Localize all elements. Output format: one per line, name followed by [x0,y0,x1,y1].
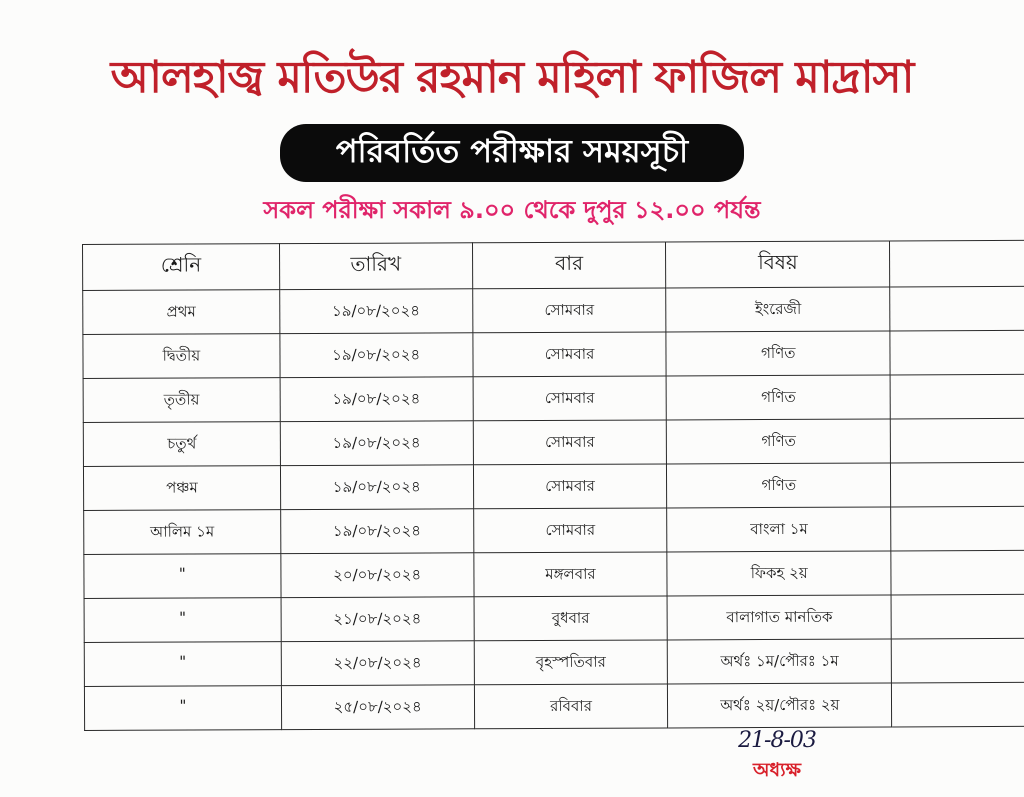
cell-date: ২১/০৮/২০২৪ [281,597,474,642]
cell-blank [892,682,1024,727]
table-row [83,374,1024,422]
table-row [83,286,1024,334]
cell-day: রবিবার [474,684,668,729]
column-header-day: বার [472,242,666,289]
table-header-row [83,240,1024,290]
cell-subject: অর্থঃ ২য়/পৌরঃ ২য় [668,683,892,728]
cell-day: সোমবার [473,464,667,509]
table-row [84,550,1024,598]
cell-class: তৃতীয় [83,378,280,423]
cell-subject: বালাগাত মানতিক [667,595,891,640]
cell-class: " [84,686,281,731]
cell-subject: ফিকহ ২য় [667,551,891,596]
cell-subject: অর্থঃ ১ম/পৌরঃ ১ম [668,639,892,684]
cell-class: চতুর্থ [83,422,280,467]
cell-class: প্রথম [83,290,280,335]
table-row [84,682,1024,730]
cell-day: সোমবার [472,288,666,333]
cell-date: ১৯/০৮/২০২৪ [280,333,473,378]
principal-signature: 21-8-03 [738,728,816,753]
cell-date: ১৯/০৮/২০২৪ [279,289,472,334]
cell-blank [891,550,1024,595]
cell-subject: গণিত [667,375,891,420]
cell-date: ১৯/০৮/২০২৪ [280,509,473,554]
table-row [84,594,1024,642]
column-header-class: শ্রেনি [83,244,280,291]
cell-class: " [84,554,281,599]
cell-subject: গণিত [666,331,890,376]
cell-blank [890,374,1024,419]
cell-subject: ইংরেজী [666,287,890,332]
cell-blank [891,638,1024,683]
cell-date: ২২/০৮/২০২৪ [281,641,474,686]
cell-blank [890,418,1024,463]
cell-class: দ্বিতীয় [83,334,280,379]
table-row [84,506,1024,554]
cell-class: আলিম ১ম [84,510,281,555]
cell-date: ১৯/০৮/২০২৪ [280,421,473,466]
column-header-date: তারিখ [279,243,472,290]
cell-day: বৃহস্পতিবার [474,640,668,685]
cell-subject: গণিত [667,463,891,508]
cell-day: সোমবার [473,376,667,421]
exam-schedule-table [82,240,1024,731]
cell-day: সোমবার [473,508,667,553]
cell-blank [890,286,1024,331]
exam-time-note: সকল পরীক্ষা সকাল ৯.০০ থেকে দুপুর ১২.০০ পর্যন্ত [263,196,761,224]
table-row [83,330,1024,378]
notice-title: পরিবর্তিত পরীক্ষার সময়সূচী [335,132,689,170]
cell-blank [891,462,1024,507]
column-header-subject: বিষয় [666,241,890,288]
cell-day: বুধবার [474,596,668,641]
cell-subject: গণিত [667,419,891,464]
table-row [83,462,1024,510]
notice-title-banner [280,124,744,182]
table-row [83,418,1024,466]
cell-blank [890,330,1024,375]
cell-day: মঙ্গলবার [473,552,667,597]
table-row [84,638,1024,686]
cell-class: পঞ্চম [83,466,280,511]
cell-date: ২০/০৮/২০২৪ [281,553,474,598]
cell-date: ২৫/০৮/২০২৪ [281,685,474,730]
cell-blank [891,506,1024,551]
cell-class: " [84,642,281,687]
cell-date: ১৯/০৮/২০২৪ [280,377,473,422]
signatory-title: অধ্যক্ষ [752,759,801,781]
cell-day: সোমবার [473,332,667,377]
cell-subject: বাংলা ১ম [667,507,891,552]
cell-date: ১৯/০৮/২০২৪ [280,465,473,510]
cell-day: সোমবার [473,420,667,465]
column-header-blank [890,240,1024,287]
cell-blank [891,594,1024,639]
cell-class: " [84,598,281,643]
institution-name: আলহাজ্ব মতিউর রহমান মহিলা ফাজিল মাদ্রাসা [110,52,914,103]
